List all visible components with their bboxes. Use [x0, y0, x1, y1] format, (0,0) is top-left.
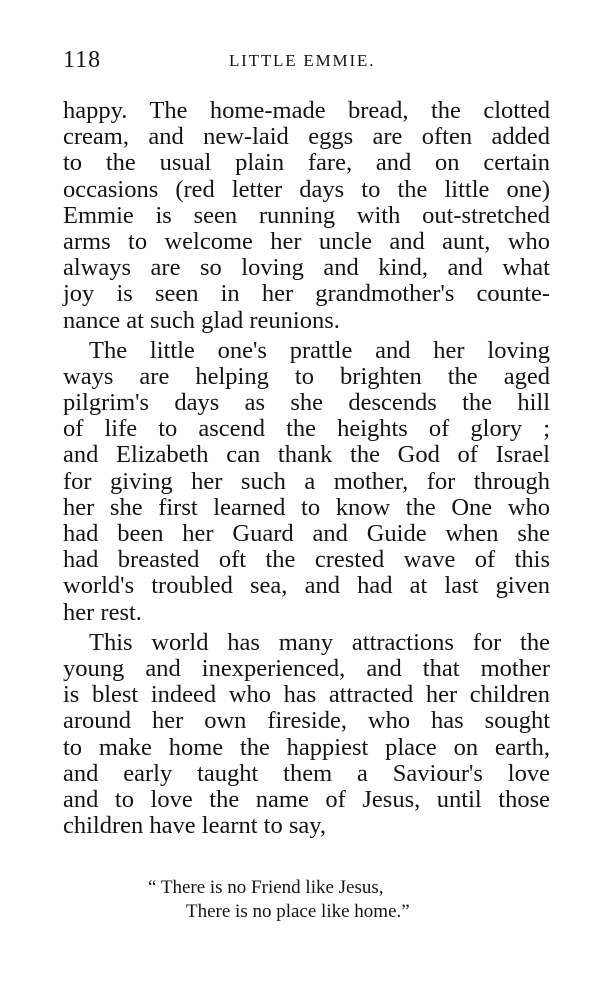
text-line: happy. The home-made bread, the clotted [63, 97, 550, 124]
text-line: her rest. [63, 598, 142, 626]
verse-line-2: There is no place like home.” [186, 901, 410, 922]
text-line: nance at such glad reunions. [63, 306, 340, 334]
text-line: arms to welcome her uncle and aunt, who [63, 227, 550, 255]
text-line: occasions (red letter days to the little one) [63, 175, 550, 203]
page-number: 118 [63, 47, 102, 73]
text-line: of life to ascend the heights of glory ; [63, 415, 550, 443]
text-line: had breasted oft the crested wave of this [63, 546, 550, 574]
text-line: to the usual plain fare, and on certain [63, 149, 550, 177]
paragraph [63, 338, 550, 626]
paragraph [63, 630, 550, 840]
text-line: ways are helping to brighten the aged [63, 362, 550, 390]
text-line: is blest indeed who has attracted her children [63, 681, 550, 709]
body-text [63, 98, 550, 839]
text-line: world's troubled sea, and had at last given [63, 572, 550, 600]
text-line: children have learnt to say, [63, 812, 327, 840]
text-line: pilgrim's days as she descends the hill [63, 389, 550, 417]
text-line: and to love the name of Jesus, until those [63, 785, 550, 813]
text-line: to make home the happiest place on earth, [63, 733, 550, 761]
text-line: her she first learned to know the One who [63, 493, 550, 521]
text-line: around her own fireside, who has sought [63, 707, 550, 735]
text-line: Emmie is seen running with out-stretched [63, 201, 550, 229]
paragraph [63, 98, 550, 334]
text-line: This world has many attractions for the [89, 628, 550, 656]
text-line: always are so loving and kind, and what [63, 254, 550, 282]
text-line: The little one's prattle and her loving [89, 336, 550, 364]
page-header [63, 47, 550, 77]
text-line: and early taught them a Saviour's love [63, 759, 550, 787]
text-line: and Elizabeth can thank the God of Israel [63, 441, 550, 469]
running-title: LITTLE EMMIE. [229, 51, 376, 70]
text-line: for giving her such a mother, for through [63, 467, 550, 495]
text-line: young and inexperienced, and that mother [63, 654, 550, 682]
verse-line-1: “ There is no Friend like Jesus, [148, 877, 384, 898]
text-line: cream, and new-laid eggs are often added [63, 123, 550, 151]
text-line: had been her Guard and Guide when she [63, 520, 550, 547]
text-line: joy is seen in her grandmother's counte- [63, 280, 550, 308]
